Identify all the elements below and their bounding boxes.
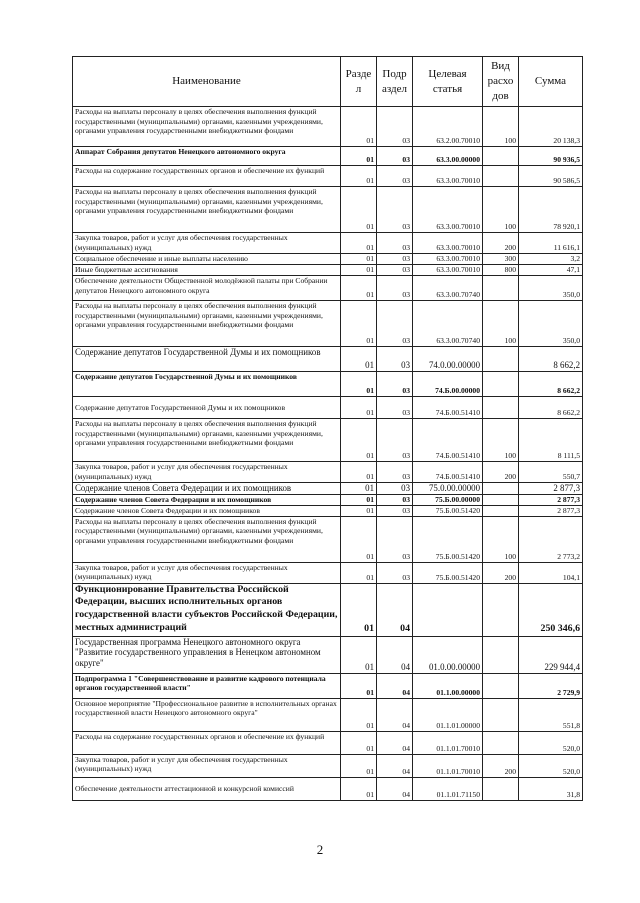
row-target: 75.Б.00.51420 [413, 516, 483, 562]
row-subsection: 04 [377, 673, 413, 698]
row-name: Содержание членов Совета Федерации и их помощников [73, 483, 341, 495]
row-name: Обеспечение деятельности Общественной молодёжной палаты при Собрании депутатов Ненецкого автономного округа [73, 276, 341, 301]
row-name: Расходы на содержание государственных органов и обеспечение их функций [73, 166, 341, 187]
table-row [73, 419, 583, 462]
row-name: Обеспечение деятельности аттестационной и конкурсной комиссий [73, 777, 341, 800]
row-subsection: 03 [377, 494, 413, 505]
table-row [73, 301, 583, 347]
row-amount: 2 729,9 [519, 673, 583, 698]
row-section: 01 [341, 166, 377, 187]
row-target: 74.0.00.00000 [413, 347, 483, 372]
row-target: 01.0.00.00000 [413, 636, 483, 673]
row-target: 75.Б.00.51420 [413, 505, 483, 516]
row-name: Социальное обеспечение и иные выплаты населению [73, 254, 341, 265]
row-subsection: 04 [377, 636, 413, 673]
table-row [73, 505, 583, 516]
row-section: 01 [341, 731, 377, 754]
page-number: 2 [316, 842, 324, 857]
row-name: Закупка товаров, работ и услуг для обеспечения государственных (муниципальных) нужд [73, 754, 341, 777]
row-section: 01 [341, 347, 377, 372]
row-expense-type [483, 147, 519, 166]
row-section: 01 [341, 698, 377, 731]
row-subsection: 04 [377, 731, 413, 754]
row-target: 01.1.00.00000 [413, 673, 483, 698]
row-amount: 8 662,2 [519, 397, 583, 419]
row-expense-type [483, 583, 519, 636]
row-expense-type: 200 [483, 754, 519, 777]
table-row [73, 673, 583, 698]
row-name: Иные бюджетные ассигнования [73, 265, 341, 276]
row-name: Закупка товаров, работ и услуг для обеспечения государственных (муниципальных) нужд [73, 233, 341, 254]
row-subsection: 03 [377, 347, 413, 372]
row-section: 01 [341, 419, 377, 462]
row-amount: 47,1 [519, 265, 583, 276]
row-name: Функционирование Правительства Российской Федерации, высших исполнительных органов государственной власти субъектов Российской Федерации, местных администраций [73, 583, 341, 636]
row-target: 74.Б.00.51410 [413, 419, 483, 462]
header-name: Наименование [73, 57, 341, 107]
row-expense-type [483, 636, 519, 673]
table-row [73, 516, 583, 562]
row-name: Содержание членов Совета Федерации и их помощников [73, 505, 341, 516]
row-section: 01 [341, 187, 377, 233]
table-row [73, 562, 583, 583]
row-section: 01 [341, 265, 377, 276]
row-target: 01.1.01.71150 [413, 777, 483, 800]
row-amount: 8 662,2 [519, 372, 583, 397]
row-expense-type: 100 [483, 107, 519, 147]
table-row [73, 107, 583, 147]
row-section: 01 [341, 254, 377, 265]
row-target: 01.1.01.70010 [413, 731, 483, 754]
row-section: 01 [341, 107, 377, 147]
row-expense-type: 100 [483, 187, 519, 233]
table-body [73, 107, 583, 801]
row-expense-type: 100 [483, 516, 519, 562]
row-expense-type [483, 777, 519, 800]
row-amount: 8 111,5 [519, 419, 583, 462]
row-subsection: 03 [377, 419, 413, 462]
row-target: 63.3.00.70010 [413, 166, 483, 187]
row-section: 01 [341, 562, 377, 583]
row-name: Расходы на выплаты персоналу в целях обеспечения выполнения функций государственными (муниципальными) органами, казенными учреждениями, органами управления государственными внебюджетными фондами [73, 187, 341, 233]
row-expense-type: 300 [483, 254, 519, 265]
row-target: 63.2.00.70010 [413, 107, 483, 147]
row-section: 01 [341, 276, 377, 301]
row-section: 01 [341, 673, 377, 698]
row-subsection: 03 [377, 301, 413, 347]
row-name: Содержание депутатов Государственной Думы и их помощников [73, 372, 341, 397]
row-target: 75.0.00.00000 [413, 483, 483, 495]
row-expense-type [483, 673, 519, 698]
table-row [73, 698, 583, 731]
row-amount: 11 616,1 [519, 233, 583, 254]
header-expense-type: Вид расхо дов [483, 57, 519, 107]
row-expense-type: 800 [483, 265, 519, 276]
row-name: Аппарат Собрания депутатов Ненецкого автономного округа [73, 147, 341, 166]
row-amount: 3,2 [519, 254, 583, 265]
row-section: 01 [341, 516, 377, 562]
row-subsection: 03 [377, 187, 413, 233]
row-name: Закупка товаров, работ и услуг для обеспечения государственных (муниципальных) нужд [73, 562, 341, 583]
row-section: 01 [341, 505, 377, 516]
row-target: 75.Б.00.00000 [413, 494, 483, 505]
header-target: Целевая статья [413, 57, 483, 107]
row-target: 63.3.00.70010 [413, 187, 483, 233]
table-row [73, 494, 583, 505]
row-section: 01 [341, 147, 377, 166]
row-section: 01 [341, 636, 377, 673]
table-row [73, 483, 583, 495]
row-subsection: 03 [377, 516, 413, 562]
row-amount: 2 877,3 [519, 494, 583, 505]
header-subsection: Подр аздел [377, 57, 413, 107]
row-name: Содержание депутатов Государственной Думы и их помощников [73, 397, 341, 419]
row-name: Государственная программа Ненецкого автономного округа "Развитие государственного управления в Ненецком автономном округе" [73, 636, 341, 673]
row-name: Расходы на выплаты персоналу в целях обеспечения выполнения функций государственными (муниципальными) органами, казенными учреждениями, органами управления государственными внебюджетными фондами [73, 419, 341, 462]
row-subsection: 03 [377, 372, 413, 397]
row-subsection: 03 [377, 147, 413, 166]
header-section: Разде л [341, 57, 377, 107]
row-subsection: 03 [377, 233, 413, 254]
row-name: Расходы на выплаты персоналу в целях обеспечения выполнения функций государственными (муниципальными) органами, казенными учреждениями, органами управления государственными внебюджетными фондами [73, 516, 341, 562]
row-name: Содержание депутатов Государственной Думы и их помощников [73, 347, 341, 372]
row-name: Содержание членов Совета Федерации и их помощников [73, 494, 341, 505]
budget-table [72, 56, 583, 801]
row-subsection: 03 [377, 462, 413, 483]
row-section: 01 [341, 462, 377, 483]
row-expense-type: 200 [483, 462, 519, 483]
table-row [73, 636, 583, 673]
row-subsection: 04 [377, 698, 413, 731]
row-amount: 551,8 [519, 698, 583, 731]
row-target: 63.3.00.70010 [413, 265, 483, 276]
table-row [73, 254, 583, 265]
row-amount: 229 944,4 [519, 636, 583, 673]
row-section: 01 [341, 483, 377, 495]
row-target: 63.3.00.70010 [413, 254, 483, 265]
table-row [73, 731, 583, 754]
row-subsection: 03 [377, 276, 413, 301]
row-expense-type: 100 [483, 419, 519, 462]
row-expense-type [483, 397, 519, 419]
row-subsection: 03 [377, 562, 413, 583]
row-subsection: 03 [377, 265, 413, 276]
table-row [73, 187, 583, 233]
table-row [73, 276, 583, 301]
table-row [73, 233, 583, 254]
row-amount: 2 773,2 [519, 516, 583, 562]
row-amount: 104,1 [519, 562, 583, 583]
row-amount: 250 346,6 [519, 583, 583, 636]
row-section: 01 [341, 301, 377, 347]
row-target: 63.3.00.00000 [413, 147, 483, 166]
row-target: 74.Б.00.51410 [413, 462, 483, 483]
table-row [73, 166, 583, 187]
table-row [73, 265, 583, 276]
table-row [73, 397, 583, 419]
row-section: 01 [341, 233, 377, 254]
row-name: Расходы на выплаты персоналу в целях обеспечения выполнения функций государственными (муниципальными) органами, казенными учреждениями, органами управления государственными внебюджетными фондами [73, 107, 341, 147]
table-row [73, 347, 583, 372]
row-target: 74.Б.00.51410 [413, 397, 483, 419]
row-amount: 90 586,5 [519, 166, 583, 187]
row-target: 63.3.00.70740 [413, 276, 483, 301]
row-amount: 2 877,3 [519, 505, 583, 516]
row-section: 01 [341, 583, 377, 636]
row-subsection: 04 [377, 777, 413, 800]
row-amount: 2 877,3 [519, 483, 583, 495]
row-target: 74.Б.00.00000 [413, 372, 483, 397]
row-expense-type [483, 483, 519, 495]
row-subsection: 03 [377, 254, 413, 265]
row-amount: 350,0 [519, 276, 583, 301]
row-target: 01.1.01.00000 [413, 698, 483, 731]
row-subsection: 04 [377, 583, 413, 636]
row-name: Расходы на выплаты персоналу в целях обеспечения выполнения функций государственными (муниципальными) органами, казенными учреждениями, органами управления государственными внебюджетными фондами [73, 301, 341, 347]
row-expense-type [483, 276, 519, 301]
row-target: 63.3.00.70010 [413, 233, 483, 254]
row-amount: 520,0 [519, 731, 583, 754]
row-subsection: 03 [377, 166, 413, 187]
row-name: Расходы на содержание государственных органов и обеспечение их функций [73, 731, 341, 754]
row-expense-type: 200 [483, 233, 519, 254]
table-row [73, 777, 583, 800]
row-expense-type [483, 166, 519, 187]
row-expense-type [483, 494, 519, 505]
row-expense-type [483, 698, 519, 731]
row-target: 75.Б.00.51420 [413, 562, 483, 583]
header-amount: Сумма [519, 57, 583, 107]
row-subsection: 03 [377, 397, 413, 419]
row-expense-type [483, 347, 519, 372]
row-section: 01 [341, 372, 377, 397]
row-amount: 520,0 [519, 754, 583, 777]
row-expense-type [483, 372, 519, 397]
row-amount: 20 138,3 [519, 107, 583, 147]
table-row [73, 372, 583, 397]
table-row [73, 462, 583, 483]
row-subsection: 03 [377, 107, 413, 147]
table-header-row [73, 57, 583, 107]
table-row [73, 754, 583, 777]
row-amount: 78 920,1 [519, 187, 583, 233]
row-subsection: 03 [377, 483, 413, 495]
row-amount: 550,7 [519, 462, 583, 483]
row-target: 01.1.01.70010 [413, 754, 483, 777]
row-subsection: 03 [377, 505, 413, 516]
row-expense-type: 200 [483, 562, 519, 583]
row-subsection: 04 [377, 754, 413, 777]
table-row [73, 583, 583, 636]
row-section: 01 [341, 777, 377, 800]
row-target [413, 583, 483, 636]
row-name: Основное мероприятие "Профессиональное развитие в исполнительных органах государственной власти Ненецкого автономного округа" [73, 698, 341, 731]
row-section: 01 [341, 494, 377, 505]
row-expense-type: 100 [483, 301, 519, 347]
row-name: Закупка товаров, работ и услуг для обеспечения государственных (муниципальных) нужд [73, 462, 341, 483]
table-row [73, 147, 583, 166]
row-section: 01 [341, 754, 377, 777]
row-amount: 31,8 [519, 777, 583, 800]
row-target: 63.3.00.70740 [413, 301, 483, 347]
row-amount: 350,0 [519, 301, 583, 347]
row-amount: 8 662,2 [519, 347, 583, 372]
row-expense-type [483, 731, 519, 754]
row-expense-type [483, 505, 519, 516]
row-section: 01 [341, 397, 377, 419]
row-amount: 90 936,5 [519, 147, 583, 166]
row-name: Подпрограмма 1 "Совершенствование и развитие кадрового потенциала органов государственной власти" [73, 673, 341, 698]
